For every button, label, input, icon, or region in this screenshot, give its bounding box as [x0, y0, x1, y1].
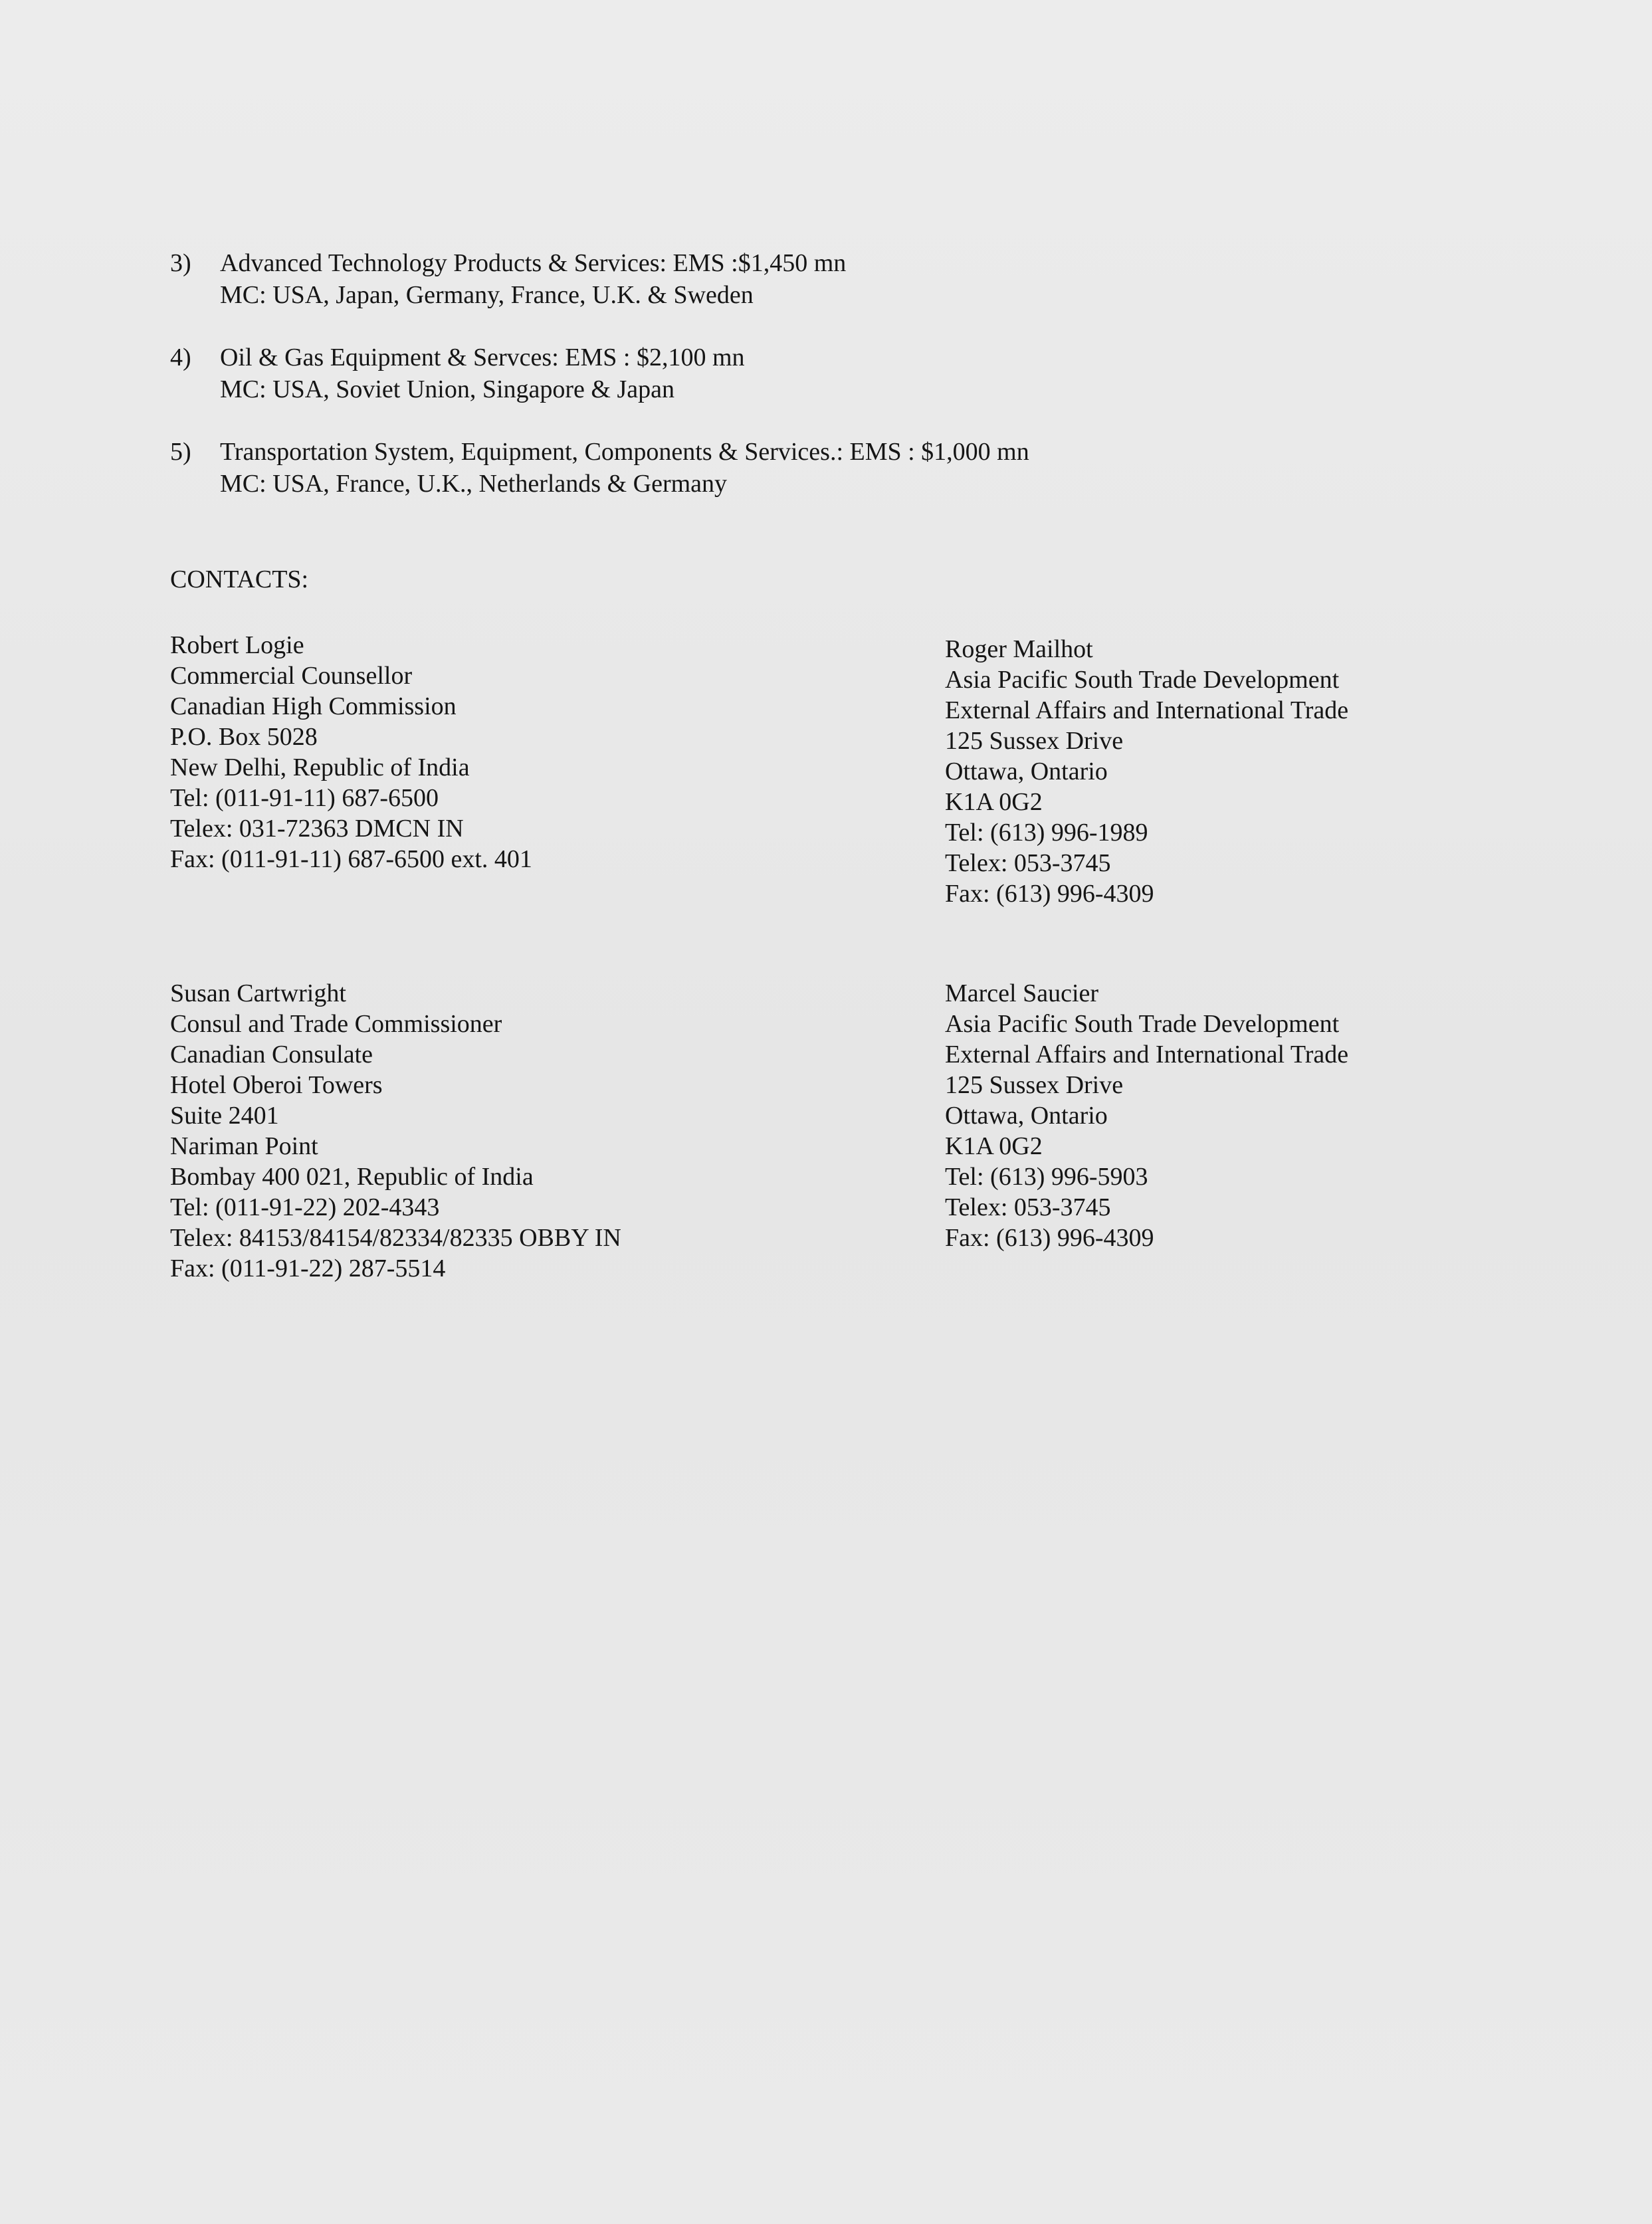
contact-line: Fax: (011-91-22) 287-5514 — [170, 1255, 446, 1282]
contact-block — [170, 630, 532, 874]
export-markets-list — [170, 247, 1300, 530]
list-item-number: 5) — [170, 438, 191, 466]
contact-line: New Delhi, Republic of India — [170, 754, 470, 781]
contact-block — [170, 978, 621, 1284]
contact-line: Asia Pacific South Trade Development — [945, 1010, 1340, 1038]
list-item — [170, 247, 1300, 311]
contact-line: Tel: (613) 996-1989 — [945, 819, 1148, 847]
contact-line: Canadian Consulate — [170, 1041, 373, 1068]
contact-line: Fax: (011-91-11) 687-6500 ext. 401 — [170, 845, 532, 873]
list-item-number: 3) — [170, 249, 191, 277]
contact-name: Robert Logie — [170, 631, 304, 659]
contact-line: Commercial Counsellor — [170, 662, 413, 690]
list-item-line: MC: USA, Soviet Union, Singapore & Japan — [220, 375, 674, 403]
contact-name: Marcel Saucier — [945, 979, 1099, 1007]
contact-line: Tel: (613) 996-5903 — [945, 1163, 1148, 1191]
contact-line: Telex: 053-3745 — [945, 1193, 1111, 1221]
contact-line: Tel: (011-91-22) 202-4343 — [170, 1193, 440, 1221]
contact-line: 125 Sussex Drive — [945, 1071, 1124, 1099]
contact-block — [945, 634, 1348, 909]
contact-line: Canadian High Commission — [170, 692, 457, 720]
list-item — [170, 342, 1300, 405]
list-item — [170, 436, 1300, 500]
contact-block — [945, 978, 1348, 1253]
list-item-line: MC: USA, France, U.K., Netherlands & Germany — [220, 470, 728, 498]
contact-line: Hotel Oberoi Towers — [170, 1071, 383, 1099]
contact-line: Ottawa, Ontario — [945, 1102, 1108, 1130]
contact-line: Consul and Trade Commissioner — [170, 1010, 502, 1038]
contact-name: Roger Mailhot — [945, 635, 1093, 663]
contact-line: Telex: 031-72363 DMCN IN — [170, 815, 464, 843]
contact-line: 125 Sussex Drive — [945, 727, 1124, 755]
contact-line: Fax: (613) 996-4309 — [945, 1224, 1154, 1252]
list-item-line: Transportation System, Equipment, Components & Services.: EMS : $1,000 mn — [220, 438, 1029, 466]
list-item-line: Advanced Technology Products & Services: EMS :$1,450 mn — [220, 249, 847, 277]
contact-line: Telex: 053-3745 — [945, 849, 1111, 877]
contact-name: Susan Cartwright — [170, 979, 346, 1007]
contact-line: Asia Pacific South Trade Development — [945, 666, 1340, 694]
list-item-line: MC: USA, Japan, Germany, France, U.K. & Sweden — [220, 281, 754, 309]
contact-line: Ottawa, Ontario — [945, 758, 1108, 785]
contact-line: K1A 0G2 — [945, 1132, 1043, 1160]
contact-line: External Affairs and International Trade — [945, 1041, 1349, 1068]
contact-line: K1A 0G2 — [945, 788, 1043, 816]
contacts-heading: CONTACTS: — [170, 565, 309, 593]
contact-line: External Affairs and International Trade — [945, 696, 1349, 724]
contact-line: P.O. Box 5028 — [170, 723, 318, 751]
list-item-line: Oil & Gas Equipment & Servces: EMS : $2,100 mn — [220, 344, 745, 371]
contact-line: Nariman Point — [170, 1132, 318, 1160]
contact-line: Telex: 84153/84154/82334/82335 OBBY IN — [170, 1224, 621, 1252]
list-item-number: 4) — [170, 344, 191, 371]
contact-line: Tel: (011-91-11) 687-6500 — [170, 784, 439, 812]
contact-line: Suite 2401 — [170, 1102, 279, 1130]
contact-line: Bombay 400 021, Republic of India — [170, 1163, 534, 1191]
contact-line: Fax: (613) 996-4309 — [945, 880, 1154, 908]
